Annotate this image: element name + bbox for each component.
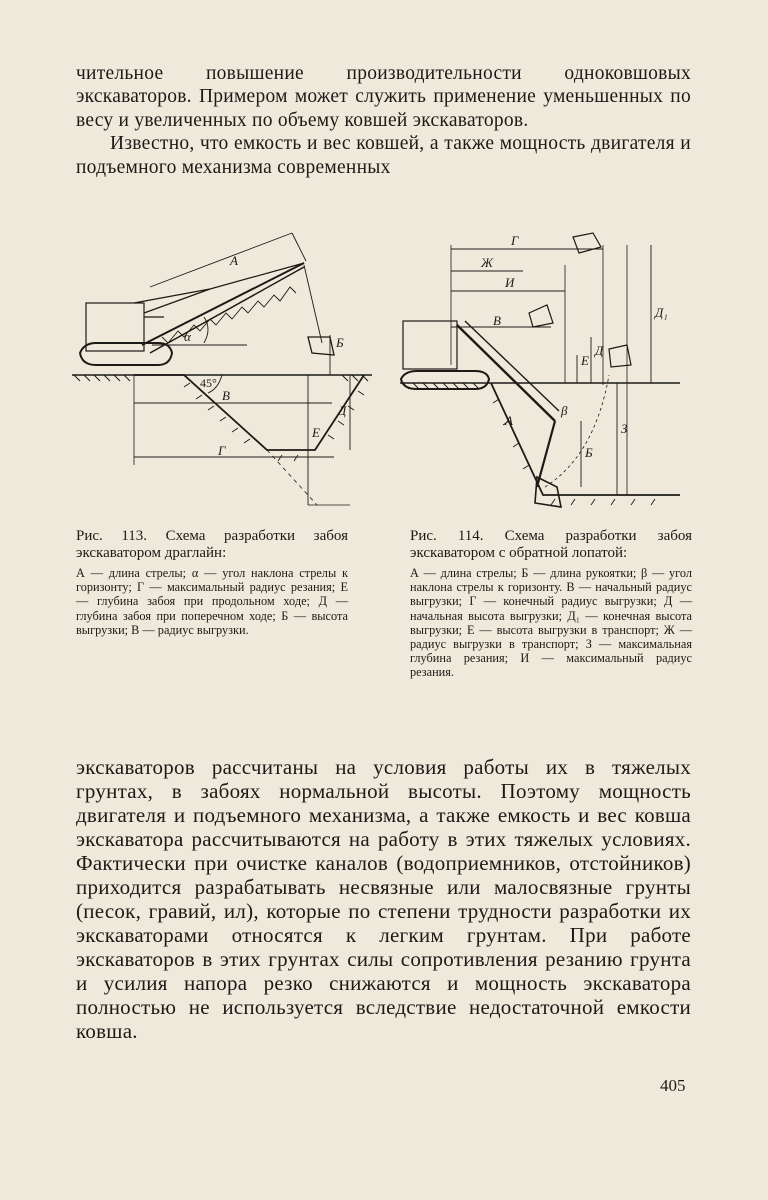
figure-114-caption bbox=[410, 528, 692, 680]
label-d: Д bbox=[595, 343, 604, 358]
label-g: Г bbox=[511, 233, 519, 248]
label-beta: β bbox=[561, 403, 568, 418]
paragraph-top bbox=[76, 62, 691, 179]
label-a: А bbox=[230, 253, 238, 268]
label-d1: Д₁ bbox=[655, 305, 668, 320]
label-b: Б bbox=[336, 335, 344, 350]
page-number: 405 bbox=[660, 1076, 686, 1095]
trench-profile bbox=[491, 383, 680, 495]
label-g: Г bbox=[218, 443, 226, 458]
label-z: З bbox=[621, 421, 628, 436]
paragraph-intro: Известно, что емкость и вес ковшей, а также мощность двигателя и подъемного механизма современных bbox=[76, 133, 691, 178]
label-e: Е bbox=[581, 353, 589, 368]
figure-114-caption-title: Рис. 114. Схема разработки забоя экскаватором с обратной лопатой: bbox=[410, 528, 692, 561]
label-angle: 45° bbox=[200, 376, 217, 390]
boom bbox=[142, 263, 304, 345]
figure-113-caption bbox=[76, 528, 348, 637]
label-b: Б bbox=[585, 445, 593, 460]
label-v: В bbox=[222, 388, 230, 403]
excavator-cab bbox=[403, 321, 457, 369]
paragraph-bottom bbox=[76, 755, 691, 1043]
label-d: Д bbox=[338, 403, 347, 418]
label-alpha: α bbox=[184, 329, 191, 344]
figure-114-backhoe-diagram bbox=[395, 225, 690, 525]
figure-113-legend: А — длина стрелы; α — угол наклона стрелы к горизонту; Г — максимальный радиус резания; Е — глубина забоя при продольном ходе; Д — глубина забоя при поперечном ходе; Б — высота выгрузки; В — радиус выгрузки. bbox=[76, 566, 348, 637]
label-v: В bbox=[493, 313, 501, 328]
paragraph-continuation: чительное повышение производительности одноковшовых экскаваторов. Примером может служить применение уменьшенных по весу и увеличенных по объему ковшей экскаваторов. bbox=[76, 63, 691, 131]
boom bbox=[457, 325, 555, 421]
label-zh: Ж bbox=[481, 255, 493, 270]
stick bbox=[537, 421, 555, 487]
figure-113-dragline-diagram bbox=[72, 225, 377, 525]
paragraph-main: экскаваторов рассчитаны на условия работы их в тяжелых грунтах, в забоях нормальной высоты. Поэтому мощность двигателя и подъемного механизма, а также емкость и вес ковша экскаватора рассчитываются на работу в этих тяжелых условиях. Фактически при очистке каналов (водоприемников, отстойников) приходится разрабатывать несвязные или малосвязные грунты (песок, гравий, ил), которые по степени трудности разработки их экскаваторами относятся к легким грунтам. При работе экскаваторов в этих грунтах силы сопротивления резанию грунта и усилия напора резко снижаются и мощность экскаватора полностью не используется вследствие недостаточной емкости ковша. bbox=[76, 755, 691, 1043]
figure-113-caption-title: Рис. 113. Схема разработки забоя экскаватором драглайн: bbox=[76, 528, 348, 561]
label-e: Е bbox=[312, 425, 320, 440]
figure-114-legend: А — длина стрелы; Б — длина рукоятки; β — угол наклона стрелы к горизонту. В — начальный радиус выгрузки; Г — конечный радиус выгрузки; Д — начальная высота выгрузки; Д₁ — конечная высота выгрузки; Е — высота выгрузки в транспорт; Ж — радиус выгрузки в транспорт; З — максимальная глубина резания; И — максимальный радиус резания. bbox=[410, 566, 692, 680]
label-i: И bbox=[505, 275, 515, 290]
label-a: А bbox=[505, 413, 513, 428]
trench-profile bbox=[134, 375, 364, 450]
